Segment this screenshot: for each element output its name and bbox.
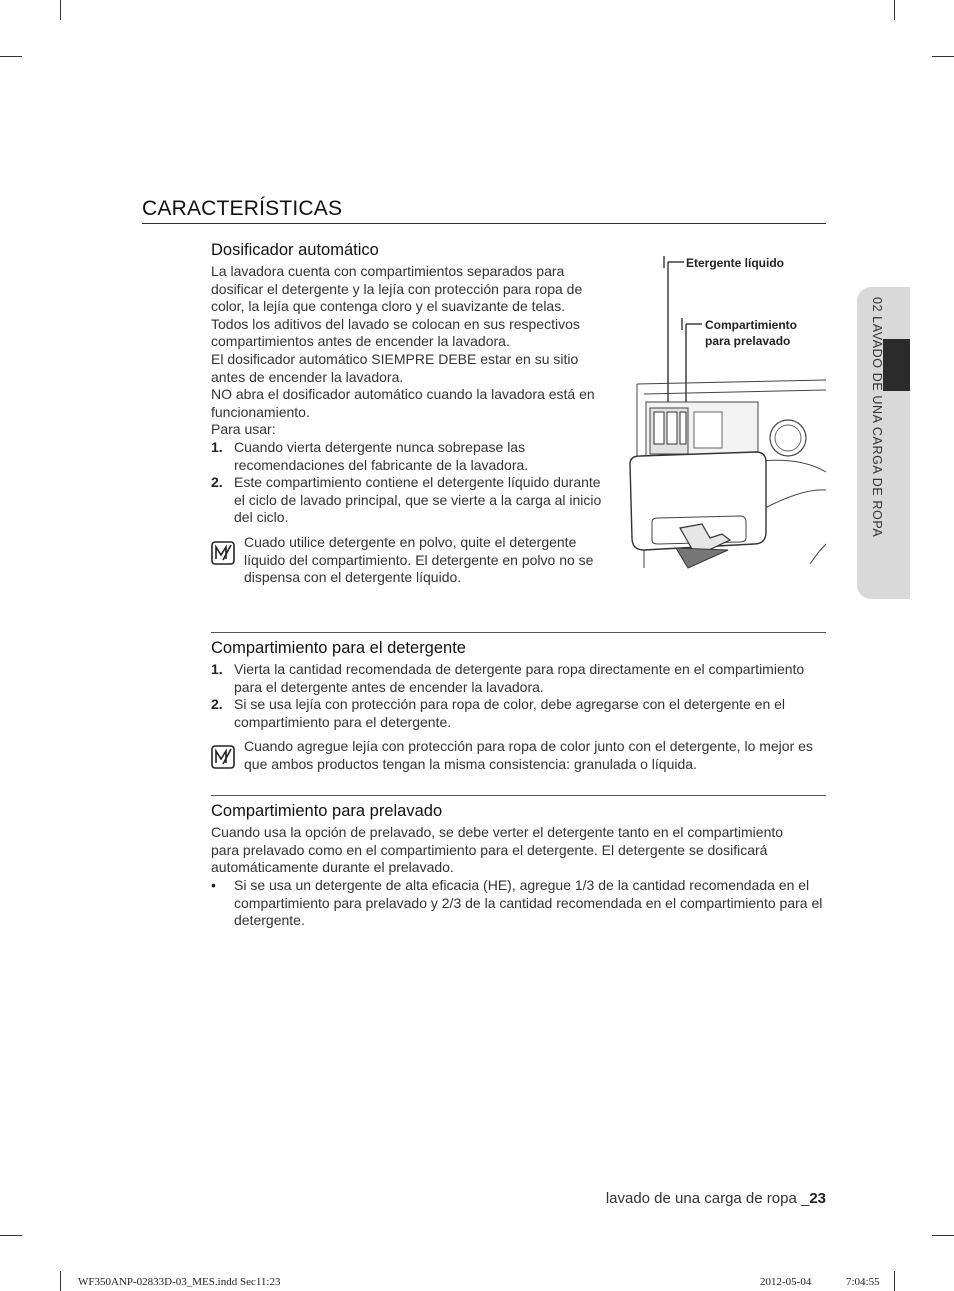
dosificador-paragraph: Todos los aditivos del lavado se colocan en sus respectivos compartimientos antes de encender la lavadora. [211,315,580,350]
dosificador-text [211,263,606,439]
section-title: CARACTERÍSTICAS [142,197,343,220]
footer-text: lavado de una carga de ropa _ [605,1190,810,1207]
step-text: Este compartimiento contiene el detergente líquido durante el ciclo de lavado principal, que se vierte a la carga al inicio del ciclo. [234,474,602,526]
dosificador-steps [211,439,612,527]
crop-mark [894,1271,895,1291]
step-number: 1. [211,661,223,677]
chapter-side-label: 02 LAVADO DE UNA CARGA DE ROPA [870,297,884,538]
imprint-file: WF350ANP-02833D-03_MES.indd Sec11:23 [78,1276,281,1288]
list-item [211,439,612,474]
list-item [211,877,829,930]
chapter-side-marker [883,339,910,391]
dosificador-paragraph: La lavadora cuenta con compartimientos separados para dosificar el detergente y la lejía con protección para ropa de color, la lejía que contenga cloro y el suavizante de telas. [211,263,583,315]
prelavado-bullets [211,877,829,930]
crop-mark [932,1235,954,1236]
crop-mark [60,0,61,20]
note-icon [211,541,235,565]
figure-label-prewash [705,317,797,349]
crop-mark [0,56,22,57]
step-text: Si se usa lejía con protección para ropa de color, debe agregarse con el detergente en el compartimiento para el detergente. [234,696,786,730]
imprint-date: 2012-05-04 [760,1276,812,1288]
step-number: 2. [211,474,223,491]
list-item [211,474,612,527]
step-number: 2. [211,696,223,713]
page-footer [606,1190,826,1207]
figure-label-prewash-line2: para prelavado [705,334,791,348]
figure-label-liquid: Etergente líquido [686,256,785,270]
list-item [211,696,826,731]
prelavado-paragraph: Cuando usa la opción de prelavado, se debe verter el detergente tanto en el compartimiento para prelavado como en el compartimiento para el detergente. El detergente se dosificará automáticamente durante el prelavado. [211,824,784,876]
section-divider [211,632,826,633]
step-text: Vierta la cantidad recomendada de detergente para ropa directamente en el compartimiento para el detergente antes de encender la lavadora. [234,661,805,695]
dosificador-heading: Dosificador automático [211,241,379,259]
note-icon [211,745,235,769]
imprint-time: 7:04:55 [846,1276,880,1288]
dosificador-paragraph: NO abra el dosificador automático cuando la lavadora está en funcionamiento. [211,386,595,420]
list-item [211,661,826,696]
step-text: Cuando vierta detergente nunca sobrepase las recomendaciones del fabricante de la lavadora. [234,439,529,473]
prelavado-heading: Compartimiento para prelavado [211,802,443,820]
section-divider [211,795,826,796]
detergente-heading: Compartimiento para el detergente [211,639,466,657]
detergente-steps [211,661,826,731]
crop-mark [0,1235,22,1236]
dosificador-paragraph: Para usar: [211,421,276,438]
crop-mark [60,1271,61,1291]
dosificador-paragraph: El dosificador automático SIEMPRE DEBE estar en su sitio antes de encender la lavadora. [211,350,579,385]
bullet-text: Si se usa un detergente de alta eficacia (HE), agregue 1/3 de la cantidad recomendada en el compartimiento para prelavado y 2/3 de la cantidad recomendada en el compartimiento para el detergente. [234,877,823,929]
crop-mark [932,56,954,57]
dosificador-note: Cuado utilice detergente en polvo, quite el detergente líquido del compartimiento. El detergente en polvo no se dispensa con el detergente líquido. [244,534,594,586]
step-number: 1. [211,439,223,455]
section-title-rule [142,223,826,224]
figure-label-prewash-line1: Compartimiento [705,318,798,332]
crop-mark [894,0,895,20]
page-number: 23 [809,1190,826,1207]
bullet-mark: • [211,877,216,893]
dispenser-illustration [622,252,828,570]
detergente-note: Cuando agregue lejía con protección para ropa de color junto con el detergente, lo mejor es que ambos productos tengan la misma consistencia: granulada o líquida. [244,738,813,772]
